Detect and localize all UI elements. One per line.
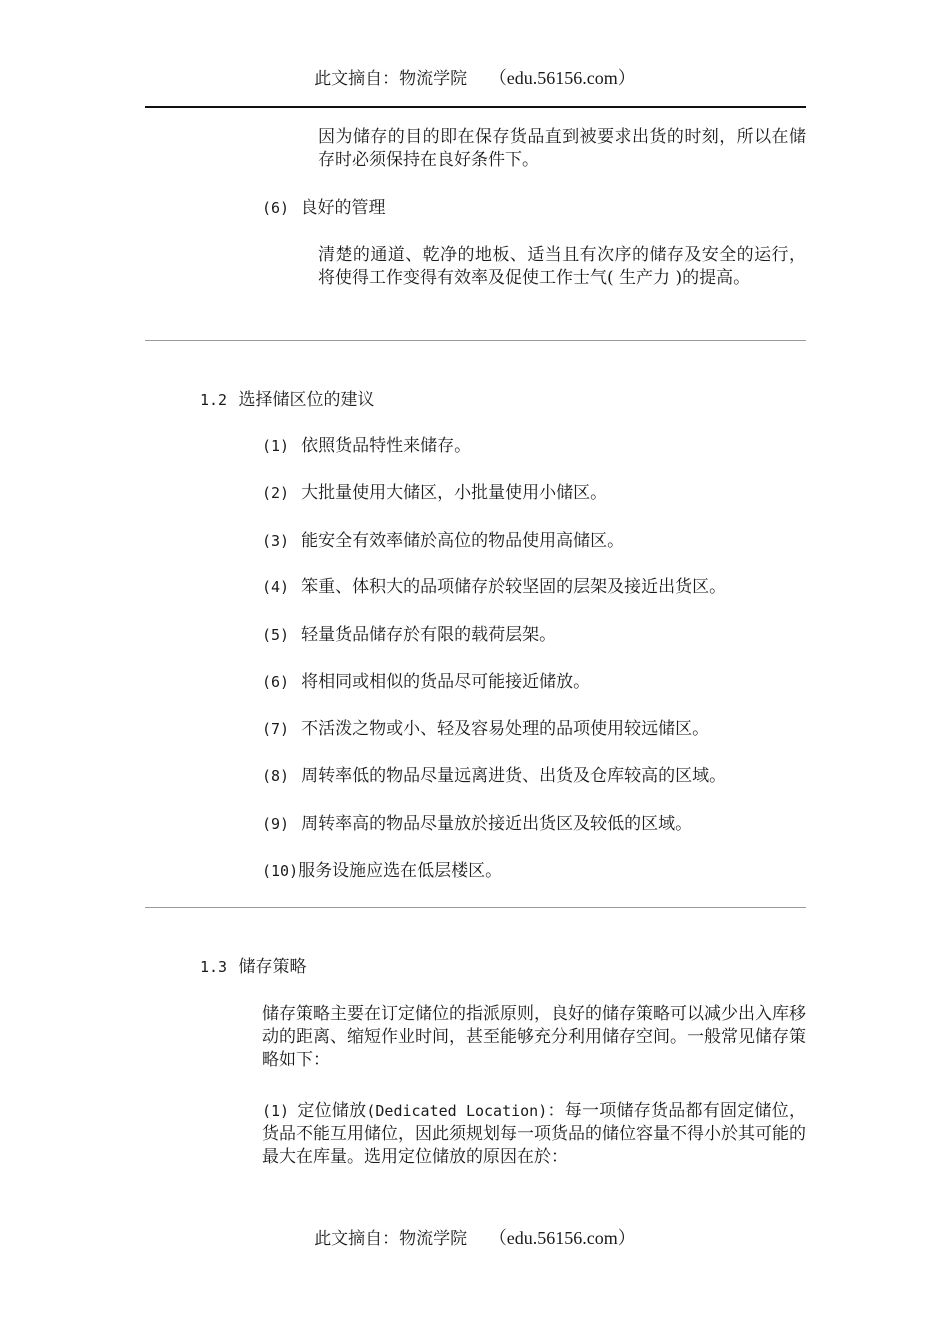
list-item-label: (7) xyxy=(262,720,290,738)
section-number: 1.3 xyxy=(200,958,228,976)
page-footer xyxy=(0,1226,950,1251)
list-item xyxy=(262,860,502,883)
item-name-en: (Dedicated Location) xyxy=(366,1102,548,1120)
list-item-text: 服务设施应选在低层楼区。 xyxy=(298,861,503,881)
list-item-label: (1) xyxy=(262,437,290,455)
list-item-label: (5) xyxy=(262,626,290,644)
list-item xyxy=(262,482,607,505)
list-item-label: (2) xyxy=(262,484,290,502)
list-item-text: 周转率低的物品尽量远离进货、出货及仓库较高的区域。 xyxy=(301,766,727,786)
list-item-label: (8) xyxy=(262,767,290,785)
list-item-text: 能安全有效率储於高位的物品使用高储区。 xyxy=(301,531,625,551)
management-paragraph: 清楚的通道、乾净的地板、适当且有次序的储存及安全的运行，将使得工作变得有效率及促使工作士气( 生产力 )的提高。 xyxy=(318,245,806,288)
item-good-management xyxy=(262,197,386,220)
section-divider xyxy=(145,907,806,908)
list-item-label: (6) xyxy=(262,673,290,691)
item-label: (1) xyxy=(262,1102,290,1120)
section-title: 储存策略 xyxy=(238,957,307,977)
list-item-text: 依照货品特性来储存。 xyxy=(301,436,472,456)
list-item xyxy=(262,813,692,836)
header-source-url: （edu.56156.com） xyxy=(488,68,636,88)
list-item xyxy=(262,718,709,741)
list-item xyxy=(262,435,471,458)
storage-condition-paragraph: 因为储存的目的即在保存货品直到被要求出货的时刻，所以在储存时必须保持在良好条件下。 xyxy=(318,127,806,170)
list-item xyxy=(262,530,624,553)
footer-source-url: （edu.56156.com） xyxy=(488,1228,636,1248)
list-item xyxy=(262,624,556,647)
list-item-label: (10) xyxy=(262,862,299,880)
list-item xyxy=(262,765,726,788)
item-name-cn: 定位储放 xyxy=(297,1101,367,1121)
item-description: ：每一项储存货品都有固定储位，货品不能互用储位，因此须规划每一项货品的储位容量不得小於其可能的最大在库量。选用定位储放的原因在於： xyxy=(262,1101,807,1167)
list-item-text: 不活泼之物或小、轻及容易处理的品项使用较远储区。 xyxy=(301,719,710,739)
footer-source-label: 此文摘自：物流学院 xyxy=(314,1229,468,1249)
storage-strategy-intro-paragraph: 储存策略主要在订定储位的指派原则，良好的储存策略可以减少出入库移动的距离、缩短作业时间，甚至能够充分利用储存空间。一般常见储存策略如下： xyxy=(262,1004,806,1070)
list-item-text: 轻量货品储存於有限的载荷层架。 xyxy=(301,625,557,645)
list-item-label: (4) xyxy=(262,578,290,596)
list-item-text: 周转率高的物品尽量放於接近出货区及较低的区域。 xyxy=(301,814,693,834)
header-rule xyxy=(145,106,806,108)
section-divider xyxy=(145,340,806,341)
item-title: 良好的管理 xyxy=(300,198,386,218)
list-item-label: (9) xyxy=(262,815,290,833)
dedicated-location-paragraph xyxy=(262,1100,806,1169)
list-item xyxy=(262,671,590,694)
item-label: (6) xyxy=(262,199,290,217)
header-source-label: 此文摘自：物流学院 xyxy=(314,69,468,89)
section-heading-1-2 xyxy=(200,389,375,412)
list-item-text: 大批量使用大储区，小批量使用小储区。 xyxy=(301,483,608,503)
list-item-label: (3) xyxy=(262,532,290,550)
section-number: 1.2 xyxy=(200,391,228,409)
section-title: 选择储区位的建议 xyxy=(238,390,375,410)
list-item-text: 将相同或相似的货品尽可能接近储放。 xyxy=(301,672,591,692)
list-item xyxy=(262,576,726,599)
list-item-text: 笨重、体积大的品项储存於较坚固的层架及接近出货区。 xyxy=(301,577,727,597)
section-heading-1-3 xyxy=(200,956,307,979)
page-header xyxy=(0,66,950,91)
